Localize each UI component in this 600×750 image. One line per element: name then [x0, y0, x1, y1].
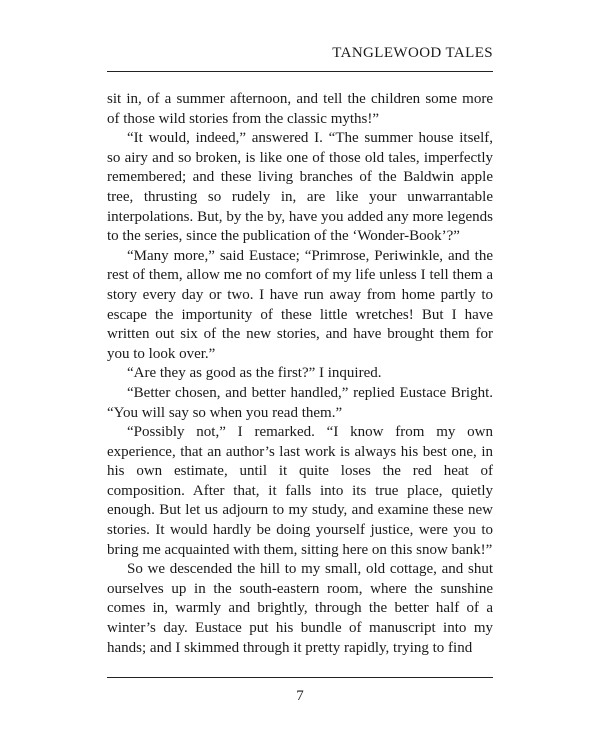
paragraph: “Many more,” said Eustace; “Primrose, Periwinkle, and the rest of them, allow me no comfort of my life unless I tell them a story every day or two. I have run away from home partly to escape the importunity of these little wretches! But I have written out six of the new stories, and have brought them for you to look over.” — [107, 247, 493, 362]
paragraph: So we descended the hill to my small, old cottage, and shut ourselves up in the south-eastern room, where the sunshine comes in, warmly and brightly, through the better half of a winter’s day. Eustace put his bundle of manuscript into my hands; and I skimmed through it pretty rapidly, trying to find — [107, 561, 493, 656]
body-text — [107, 90, 493, 658]
footer-rule — [107, 677, 493, 678]
paragraph: “It would, indeed,” answered I. “The summer house itself, so airy and so broken, is like one of those old tales, imperfectly remembered; and these living branches of the Baldwin apple tree, thrusting so rudely in, are like your unwarrantable interpolations. But, by the by, have you added any more legends to the series, since the publication of the ‘Wonder-Book’?” — [107, 130, 493, 245]
paragraph: “Possibly not,” I remarked. “I know from my own experience, that an author’s last work is always his best one, in his own estimate, until it quite loses the red heat of composition. After that, it falls into its true place, quietly enough. But let us adjourn to my study, and examine these new stories. It would hardly be doing yourself justice, were you to bring me acquainted with them, sitting here on this snow bank!” — [107, 424, 493, 558]
paragraph: sit in, of a summer afternoon, and tell the children some more of those wild stories from the classic myths!” — [107, 91, 493, 127]
header-rule — [107, 71, 493, 72]
page-number: 7 — [296, 688, 304, 704]
paragraph: “Better chosen, and better handled,” replied Eustace Bright. “You will say so when you read them.” — [107, 384, 493, 421]
paragraph: “Are they as good as the first?” I inquired. — [127, 365, 382, 382]
running-head: TANGLEWOOD TALES — [332, 45, 493, 61]
